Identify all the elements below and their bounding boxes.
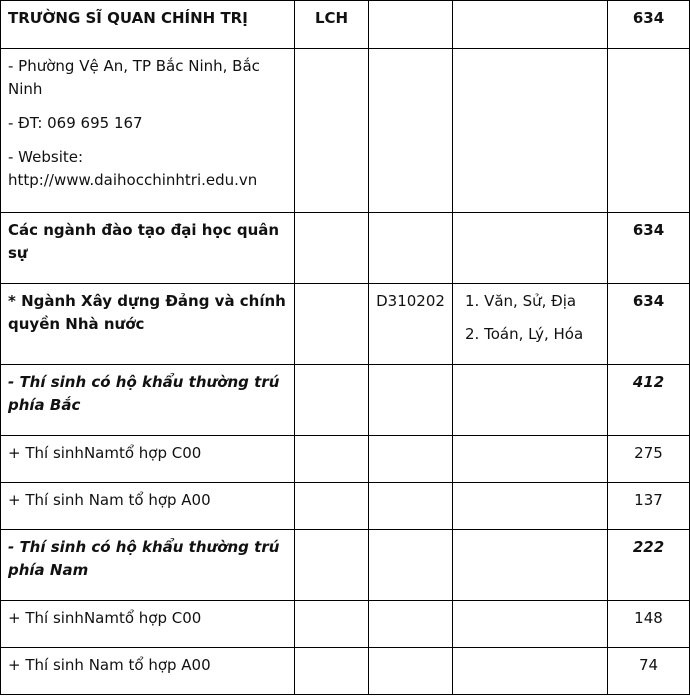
school-code: LCH xyxy=(295,1,369,49)
row-label: + Thí sinh Nam tổ hợp A00 xyxy=(1,648,295,695)
empty-cell xyxy=(295,436,369,483)
row-value: 74 xyxy=(608,648,690,695)
contact-info xyxy=(1,49,295,213)
contact-row xyxy=(1,49,690,213)
group-label: Các ngành đào tạo đại học quân sự xyxy=(1,213,295,284)
empty-cell xyxy=(369,213,453,284)
empty-cell xyxy=(453,1,608,49)
major-row xyxy=(1,284,690,365)
row-value: 412 xyxy=(608,365,690,436)
major-combos xyxy=(453,284,608,365)
empty-cell xyxy=(295,648,369,695)
empty-cell xyxy=(369,601,453,648)
row-value: 137 xyxy=(608,483,690,530)
empty-cell xyxy=(608,49,690,213)
major-total: 634 xyxy=(608,284,690,365)
table-row xyxy=(1,483,690,530)
empty-cell xyxy=(453,365,608,436)
row-value: 148 xyxy=(608,601,690,648)
empty-cell xyxy=(295,365,369,436)
empty-cell xyxy=(369,1,453,49)
empty-cell xyxy=(453,483,608,530)
contact-phone: - ĐT: 069 695 167 xyxy=(8,114,143,132)
empty-cell xyxy=(295,49,369,213)
major-code: D310202 xyxy=(369,284,453,365)
combo-1: 1. Văn, Sử, Địa xyxy=(465,292,577,310)
combo-2: 2. Toán, Lý, Hóa xyxy=(465,325,584,343)
empty-cell xyxy=(295,530,369,601)
empty-cell xyxy=(369,483,453,530)
row-label: + Thí sinhNamtổ hợp C00 xyxy=(1,436,295,483)
contact-website-link[interactable]: http://www.daihocchinhtri.edu.vn xyxy=(8,171,258,189)
contact-website-label: - Website: xyxy=(8,148,84,166)
school-row xyxy=(1,1,690,49)
table-row xyxy=(1,436,690,483)
empty-cell xyxy=(453,530,608,601)
empty-cell xyxy=(369,648,453,695)
row-label: - Thí sinh có hộ khẩu thường trú phía Bắc xyxy=(1,365,295,436)
empty-cell xyxy=(295,284,369,365)
empty-cell xyxy=(453,436,608,483)
table-row xyxy=(1,365,690,436)
table-row xyxy=(1,530,690,601)
empty-cell xyxy=(295,213,369,284)
row-value: 222 xyxy=(608,530,690,601)
row-label: + Thí sinhNamtổ hợp C00 xyxy=(1,601,295,648)
empty-cell xyxy=(295,601,369,648)
row-label: + Thí sinh Nam tổ hợp A00 xyxy=(1,483,295,530)
empty-cell xyxy=(453,49,608,213)
table-row xyxy=(1,601,690,648)
group-row xyxy=(1,213,690,284)
row-label: - Thí sinh có hộ khẩu thường trú phía Nam xyxy=(1,530,295,601)
school-name: TRƯỜNG SĨ QUAN CHÍNH TRỊ xyxy=(1,1,295,49)
contact-address: - Phường Vệ An, TP Bắc Ninh, Bắc Ninh xyxy=(8,57,260,98)
table-row xyxy=(1,648,690,695)
school-total: 634 xyxy=(608,1,690,49)
empty-cell xyxy=(295,483,369,530)
empty-cell xyxy=(453,648,608,695)
group-total: 634 xyxy=(608,213,690,284)
empty-cell xyxy=(369,436,453,483)
empty-cell xyxy=(369,49,453,213)
row-value: 275 xyxy=(608,436,690,483)
major-label: * Ngành Xây dựng Đảng và chính quyền Nhà nước xyxy=(1,284,295,365)
empty-cell xyxy=(453,213,608,284)
empty-cell xyxy=(369,365,453,436)
empty-cell xyxy=(453,601,608,648)
empty-cell xyxy=(369,530,453,601)
